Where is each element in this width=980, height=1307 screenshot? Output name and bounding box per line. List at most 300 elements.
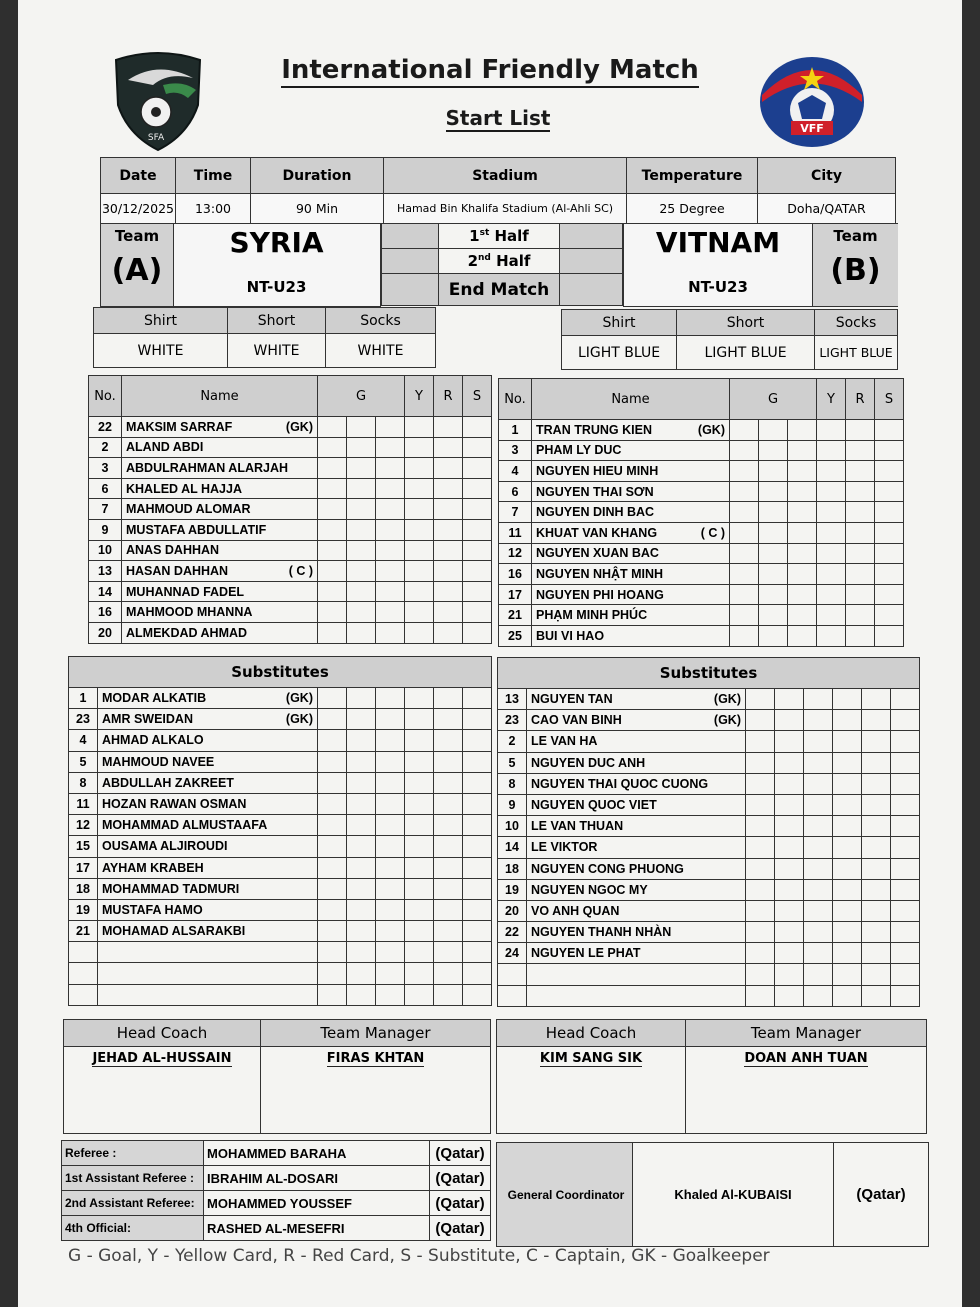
city-value: Doha/QATAR: [758, 194, 896, 224]
event-cell: [746, 731, 775, 752]
event-cell: [463, 519, 492, 540]
event-cell: [463, 688, 492, 709]
event-cell: [788, 625, 817, 646]
event-cell: [804, 816, 833, 837]
event-cell: [405, 437, 434, 458]
player-name: PHẠM MINH PHÚC: [532, 605, 730, 626]
player-number: 3: [499, 440, 532, 461]
player-name: MOHAMAD ALSARAKBI: [98, 921, 318, 942]
event-cell: [804, 752, 833, 773]
player-name: NGUYEN CONG PHUONG: [527, 858, 746, 879]
event-cell: [376, 878, 405, 899]
event-cell: [376, 793, 405, 814]
event-cell: [730, 625, 759, 646]
player-number: 11: [69, 793, 98, 814]
official-row: [62, 1141, 491, 1166]
event-cell: [463, 709, 492, 730]
col-sub: S: [875, 379, 904, 420]
event-cell: [833, 900, 862, 921]
event-cell: [891, 773, 920, 794]
team-a-squad: NT-U23: [246, 278, 307, 296]
periods-table: [381, 223, 623, 306]
event-cell: [891, 710, 920, 731]
team-b-starters-table: [498, 378, 904, 647]
event-cell: [318, 899, 347, 920]
event-cell: [434, 793, 463, 814]
event-cell: [405, 984, 434, 1005]
event-cell: [434, 561, 463, 582]
event-cell: [846, 461, 875, 482]
event-cell: [463, 921, 492, 942]
event-cell: [463, 751, 492, 772]
event-cell: [347, 602, 376, 623]
event-cell: [759, 420, 788, 441]
player-row: [498, 731, 920, 752]
event-cell: [434, 519, 463, 540]
event-cell: [434, 899, 463, 920]
event-cell: [434, 688, 463, 709]
event-cell: [759, 481, 788, 502]
event-cell: [463, 437, 492, 458]
event-cell: [434, 751, 463, 772]
player-number: 19: [498, 879, 527, 900]
player-row: [69, 836, 492, 857]
event-cell: [347, 963, 376, 984]
substitutes-heading: Substitutes: [498, 658, 920, 689]
player-name: NGUYEN TAN (GK): [527, 689, 746, 710]
event-cell: [875, 543, 904, 564]
player-name: AHMAD ALKALO: [98, 730, 318, 751]
event-cell: [376, 602, 405, 623]
player-row: [89, 561, 492, 582]
event-cell: [862, 985, 891, 1006]
player-row: [69, 857, 492, 878]
event-cell: [846, 440, 875, 461]
event-cell: [434, 772, 463, 793]
event-cell: [405, 417, 434, 438]
player-name: ABDULRAHMAN ALARJAH: [122, 458, 318, 479]
event-cell: [759, 584, 788, 605]
event-cell: [875, 625, 904, 646]
player-number: 8: [498, 773, 527, 794]
date-label: Date: [101, 158, 176, 194]
player-number: 23: [69, 709, 98, 730]
event-cell: [891, 922, 920, 943]
event-cell: [405, 581, 434, 602]
event-cell: [405, 499, 434, 520]
event-cell: [318, 878, 347, 899]
event-cell: [775, 689, 804, 710]
official-country: (Qatar): [430, 1166, 491, 1191]
date-value: 30/12/2025: [101, 194, 176, 224]
event-cell: [804, 710, 833, 731]
event-cell: [759, 440, 788, 461]
event-cell: [817, 522, 846, 543]
event-cell: [775, 773, 804, 794]
player-row: [69, 688, 492, 709]
event-cell: [318, 984, 347, 1005]
event-cell: [347, 478, 376, 499]
event-cell: [775, 710, 804, 731]
player-number: 17: [499, 584, 532, 605]
player-name: HASAN DAHHAN ( C ): [122, 561, 318, 582]
event-cell: [846, 605, 875, 626]
event-cell: [775, 752, 804, 773]
event-cell: [833, 922, 862, 943]
col-name: Name: [122, 376, 318, 417]
player-number: [69, 963, 98, 984]
player-name: NGUYEN DINH BAC: [532, 502, 730, 523]
event-cell: [463, 836, 492, 857]
event-cell: [405, 602, 434, 623]
player-name: LE VIKTOR: [527, 837, 746, 858]
event-cell: [405, 709, 434, 730]
event-cell: [730, 564, 759, 585]
player-number: 21: [499, 605, 532, 626]
player-number: 18: [498, 858, 527, 879]
event-cell: [730, 502, 759, 523]
event-cell: [833, 879, 862, 900]
team-b-block: [623, 223, 898, 307]
event-cell: [318, 963, 347, 984]
player-row: [69, 921, 492, 942]
player-number: 16: [499, 564, 532, 585]
event-cell: [376, 751, 405, 772]
player-name: [527, 985, 746, 1006]
player-tag: (GK): [697, 422, 725, 437]
event-cell: [318, 622, 347, 643]
event-cell: [833, 731, 862, 752]
event-cell: [318, 815, 347, 836]
player-name: LE VAN HA: [527, 731, 746, 752]
player-row: [89, 499, 492, 520]
event-cell: [318, 437, 347, 458]
event-cell: [862, 752, 891, 773]
event-cell: [347, 458, 376, 479]
event-cell: [891, 964, 920, 985]
kit-a-shirt: WHITE: [94, 334, 228, 368]
player-number: 10: [498, 816, 527, 837]
info-header-row: [101, 158, 896, 194]
event-cell: [746, 900, 775, 921]
player-name: KHUAT VAN KHANG ( C ): [532, 522, 730, 543]
player-name: ABDULLAH ZAKREET: [98, 772, 318, 793]
player-row: [498, 689, 920, 710]
player-number: 4: [69, 730, 98, 751]
event-cell: [347, 899, 376, 920]
event-cell: [463, 478, 492, 499]
player-number: 7: [499, 502, 532, 523]
player-row: [89, 622, 492, 643]
col-yellow: Y: [405, 376, 434, 417]
event-cell: [463, 458, 492, 479]
event-cell: [862, 816, 891, 837]
event-cell: [730, 522, 759, 543]
event-cell: [833, 773, 862, 794]
event-cell: [347, 709, 376, 730]
event-cell: [862, 731, 891, 752]
event-cell: [775, 858, 804, 879]
event-cell: [376, 772, 405, 793]
event-cell: [434, 622, 463, 643]
official-name: MOHAMMED YOUSSEF: [204, 1191, 430, 1216]
event-cell: [347, 984, 376, 1005]
player-row: [498, 794, 920, 815]
temperature-value: 25 Degree: [627, 194, 758, 224]
event-cell: [775, 900, 804, 921]
event-cell: [347, 581, 376, 602]
event-cell: [318, 793, 347, 814]
col-sub: S: [463, 376, 492, 417]
event-cell: [376, 499, 405, 520]
event-cell: [875, 502, 904, 523]
player-name: [98, 942, 318, 963]
event-cell: [463, 963, 492, 984]
player-name: AMR SWEIDAN (GK): [98, 709, 318, 730]
event-cell: [434, 921, 463, 942]
event-cell: [775, 837, 804, 858]
team-a-name: SYRIA: [229, 226, 324, 259]
match-info-table: [100, 157, 896, 224]
player-number: 25: [499, 625, 532, 646]
event-cell: [775, 985, 804, 1006]
official-row: [62, 1166, 491, 1191]
event-cell: [775, 794, 804, 815]
event-cell: [405, 815, 434, 836]
player-name: NGUYEN THANH NHÀN: [527, 922, 746, 943]
event-cell: [376, 836, 405, 857]
time-label: Time: [176, 158, 251, 194]
kit-b-shirt: LIGHT BLUE: [562, 336, 677, 370]
official-role: 2nd Assistant Referee:: [62, 1191, 204, 1216]
event-cell: [804, 837, 833, 858]
event-cell: [788, 420, 817, 441]
player-tag: (GK): [285, 691, 313, 706]
player-number: 16: [89, 602, 122, 623]
player-number: 14: [89, 581, 122, 602]
event-cell: [891, 879, 920, 900]
team-manager-label: Team Manager: [686, 1020, 927, 1047]
player-row: [69, 963, 492, 984]
event-cell: [318, 730, 347, 751]
event-cell: [846, 584, 875, 605]
player-row: [499, 481, 904, 502]
player-name: MUSTAFA ABDULLATIF: [122, 519, 318, 540]
event-cell: [405, 540, 434, 561]
player-number: 24: [498, 943, 527, 964]
event-cell: [817, 461, 846, 482]
event-cell: [759, 522, 788, 543]
event-cell: [775, 964, 804, 985]
substitutes-heading: Substitutes: [69, 657, 492, 688]
event-cell: [817, 440, 846, 461]
player-row: [499, 625, 904, 646]
event-cell: [405, 688, 434, 709]
event-cell: [376, 730, 405, 751]
event-cell: [318, 602, 347, 623]
event-cell: [376, 581, 405, 602]
event-cell: [434, 963, 463, 984]
event-cell: [318, 751, 347, 772]
event-cell: [846, 522, 875, 543]
event-cell: [891, 816, 920, 837]
col-no: No.: [499, 379, 532, 420]
first-half-label: 1st Half: [439, 224, 560, 249]
event-cell: [318, 688, 347, 709]
event-cell: [891, 794, 920, 815]
event-cell: [318, 836, 347, 857]
team-b-kit-table: [561, 309, 898, 370]
player-name: [98, 984, 318, 1005]
player-number: 1: [69, 688, 98, 709]
kit-b-shirt-label: Shirt: [562, 310, 677, 336]
document-subtitle: Start List: [445, 106, 551, 130]
event-cell: [405, 561, 434, 582]
official-name: IBRAHIM AL-DOSARI: [204, 1166, 430, 1191]
team-b-label: Team: [833, 227, 878, 245]
event-cell: [347, 499, 376, 520]
event-cell: [891, 943, 920, 964]
player-tag: ( C ): [700, 525, 725, 540]
event-cell: [862, 710, 891, 731]
player-name: PHAM LY DUC: [532, 440, 730, 461]
event-cell: [833, 837, 862, 858]
col-red: R: [434, 376, 463, 417]
event-cell: [775, 879, 804, 900]
event-cell: [759, 461, 788, 482]
event-cell: [804, 879, 833, 900]
event-cell: [347, 540, 376, 561]
event-cell: [318, 772, 347, 793]
event-cell: [788, 502, 817, 523]
second-half-label: 2nd Half: [439, 249, 560, 274]
player-name: HOZAN RAWAN OSMAN: [98, 793, 318, 814]
official-role: Referee :: [62, 1141, 204, 1166]
event-cell: [347, 772, 376, 793]
event-cell: [347, 793, 376, 814]
player-number: 14: [498, 837, 527, 858]
team-a-kit-table: [93, 307, 436, 368]
player-number: 22: [498, 922, 527, 943]
player-name: NGUYEN HIEU MINH: [532, 461, 730, 482]
player-row: [69, 793, 492, 814]
event-cell: [434, 836, 463, 857]
event-cell: [759, 625, 788, 646]
player-number: 11: [499, 522, 532, 543]
player-number: 5: [69, 751, 98, 772]
event-cell: [318, 561, 347, 582]
general-coordinator-label: General Coordinator: [497, 1143, 633, 1247]
event-cell: [463, 878, 492, 899]
team-a-label: Team: [114, 227, 160, 245]
head-coach-label: Head Coach: [497, 1020, 686, 1047]
player-row: [89, 478, 492, 499]
event-cell: [788, 584, 817, 605]
player-row: [498, 858, 920, 879]
event-cell: [891, 985, 920, 1006]
event-cell: [405, 730, 434, 751]
event-cell: [746, 794, 775, 815]
team-b-letter: (B): [830, 253, 881, 288]
event-cell: [862, 773, 891, 794]
event-cell: [833, 985, 862, 1006]
event-cell: [817, 605, 846, 626]
event-cell: [318, 857, 347, 878]
event-cell: [434, 878, 463, 899]
event-cell: [746, 943, 775, 964]
col-red: R: [846, 379, 875, 420]
player-name: OUSAMA ALJIROUDI: [98, 836, 318, 857]
event-cell: [746, 689, 775, 710]
event-cell: [833, 689, 862, 710]
event-cell: [318, 921, 347, 942]
player-name: VO ANH QUAN: [527, 900, 746, 921]
event-cell: [463, 561, 492, 582]
official-role: 1st Assistant Referee :: [62, 1166, 204, 1191]
team-b-head-coach: KIM SANG SIK: [497, 1047, 686, 1134]
document-title: International Friendly Match: [0, 55, 980, 85]
event-cell: [875, 605, 904, 626]
player-name: NGUYEN NGOC MY: [527, 879, 746, 900]
event-cell: [318, 478, 347, 499]
event-cell: [804, 858, 833, 879]
player-row: [89, 417, 492, 438]
player-name: NGUYEN THAI SƠN: [532, 481, 730, 502]
event-cell: [405, 878, 434, 899]
event-cell: [846, 625, 875, 646]
player-number: 3: [89, 458, 122, 479]
event-cell: [434, 942, 463, 963]
player-row: [499, 584, 904, 605]
player-name: [527, 964, 746, 985]
team-b-team-manager: DOAN ANH TUAN: [686, 1047, 927, 1134]
kit-b-short: LIGHT BLUE: [677, 336, 815, 370]
event-cell: [875, 440, 904, 461]
player-row: [499, 502, 904, 523]
official-name: MOHAMMED BARAHA: [204, 1141, 430, 1166]
player-row: [69, 751, 492, 772]
player-name: NGUYEN QUOC VIET: [527, 794, 746, 815]
player-row: [498, 816, 920, 837]
official-country: (Qatar): [430, 1216, 491, 1241]
kit-a-short-label: Short: [228, 308, 326, 334]
event-cell: [804, 985, 833, 1006]
general-coordinator-name: Khaled Al-KUBAISI: [633, 1143, 834, 1247]
player-name: MAHMOUD ALOMAR: [122, 499, 318, 520]
event-cell: [875, 481, 904, 502]
player-name: CAO VAN BINH (GK): [527, 710, 746, 731]
player-name: NGUYEN NHẬT MINH: [532, 564, 730, 585]
event-cell: [759, 605, 788, 626]
event-cell: [463, 942, 492, 963]
player-number: 7: [89, 499, 122, 520]
team-a-head-coach: JEHAD AL-HUSSAIN: [64, 1047, 261, 1134]
team-b-squad: NT-U23: [688, 278, 748, 296]
event-cell: [817, 584, 846, 605]
player-name: ALMEKDAD AHMAD: [122, 622, 318, 643]
event-cell: [347, 836, 376, 857]
event-cell: [846, 420, 875, 441]
player-row: [498, 964, 920, 985]
event-cell: [759, 502, 788, 523]
kit-a-shirt-label: Shirt: [94, 308, 228, 334]
event-cell: [463, 793, 492, 814]
player-number: 13: [89, 561, 122, 582]
event-cell: [318, 942, 347, 963]
event-cell: [730, 584, 759, 605]
player-name: MODAR ALKATIB (GK): [98, 688, 318, 709]
event-cell: [376, 540, 405, 561]
